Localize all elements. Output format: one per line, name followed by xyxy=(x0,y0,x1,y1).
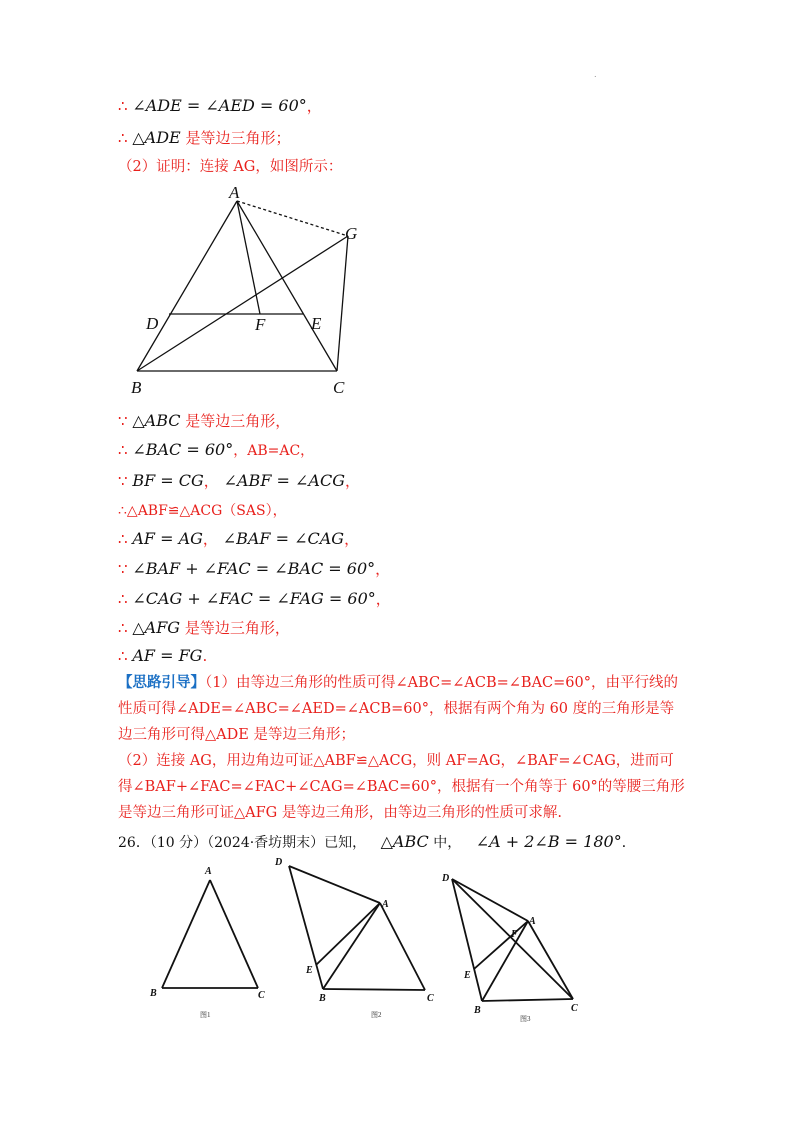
segment-AB xyxy=(162,880,210,988)
hint-title: 【思路引导】 xyxy=(118,674,205,691)
label-B: B xyxy=(150,988,157,999)
angle-baf-cag: ∠BAF = ∠CAG xyxy=(222,529,345,548)
therefore-symbol: ∴ xyxy=(118,530,128,548)
triangle-afg: △AFG xyxy=(132,618,181,637)
figure-caption: 图3 xyxy=(520,1015,531,1023)
label-A: A xyxy=(529,916,536,927)
punct: ． xyxy=(621,835,636,851)
punct: ， xyxy=(375,590,391,608)
punct: ， xyxy=(306,97,322,115)
hint-text-1: （1）由等边三角形的性质可得∠ABC=∠ACB=∠BAC=60°，由平行线的性质可得∠ADE=∠ABC=∠AED=∠ACB=60°，根据有两个角为 60 度的三角形是等边三角形可得△ADE 是等边三角形； xyxy=(118,675,679,743)
figure-3 xyxy=(440,865,600,1025)
segment-DA xyxy=(289,866,380,903)
segment-DB xyxy=(452,879,482,1001)
problem-mid: 中， xyxy=(428,835,462,851)
label-C: C xyxy=(571,1003,578,1014)
hint-paragraph-1 xyxy=(118,670,688,748)
bf-equals-cg: BF = CG xyxy=(132,471,204,490)
triangle-abc: △ABC xyxy=(380,832,429,851)
label-B: B xyxy=(131,378,142,397)
proof-line-2 xyxy=(118,127,291,148)
punct: ， xyxy=(202,530,218,548)
label-E: E xyxy=(311,314,322,333)
label-F: F xyxy=(511,929,518,940)
af-equals-ag: AF = AG xyxy=(132,529,203,548)
punct: ， xyxy=(344,530,360,548)
segment-AF xyxy=(237,201,260,314)
label-D: D xyxy=(442,873,450,884)
label-B: B xyxy=(474,1005,481,1016)
angle-abf-acg: ∠ABF = ∠ACG xyxy=(223,471,345,490)
triangle-ade: △ADE xyxy=(132,128,181,147)
therefore-symbol: ∴ xyxy=(118,503,127,519)
proof-line-7 xyxy=(118,500,287,520)
statement-text: 是等边三角形， xyxy=(185,412,291,430)
segment-BC xyxy=(482,999,573,1001)
label-B: B xyxy=(319,993,326,1004)
segment-EA xyxy=(316,903,380,965)
therefore-symbol: ∴ xyxy=(118,441,128,459)
segment-AC xyxy=(237,201,337,371)
proof-line-6 xyxy=(118,470,360,491)
main-figure xyxy=(130,185,370,400)
because-symbol: ∵ xyxy=(118,472,128,490)
label-C: C xyxy=(333,378,345,397)
proof-line-9 xyxy=(118,558,390,579)
punct: ， xyxy=(375,560,391,578)
label-E: E xyxy=(464,970,471,981)
because-symbol: ∵ xyxy=(118,412,128,430)
proof-line-1 xyxy=(118,95,322,116)
label-F: F xyxy=(255,315,266,334)
segment-BC xyxy=(323,989,425,990)
segment-AG xyxy=(237,201,348,236)
segment-AC xyxy=(210,880,258,988)
segment-AB xyxy=(482,921,528,1001)
angle-bac: ∠BAC = 60° xyxy=(132,440,234,459)
segment-CG xyxy=(337,236,348,371)
label-D: D xyxy=(146,314,159,333)
label-E: E xyxy=(306,965,313,976)
figure-2 xyxy=(275,855,445,1020)
problem-number: 26． xyxy=(118,835,150,851)
figure-caption: 图2 xyxy=(371,1011,382,1019)
label-A: A xyxy=(229,183,240,202)
figure-caption: 图1 xyxy=(200,1011,211,1019)
statement-text: ，AB=AC， xyxy=(233,443,315,459)
page-marker: . xyxy=(594,70,597,79)
angle-fag-equation: ∠CAG + ∠FAC = ∠FAG = 60° xyxy=(132,589,376,608)
problem-meta: （10 分）（2024·香坊期末）已知， xyxy=(149,835,367,851)
label-A: A xyxy=(382,899,389,910)
proof-line-8 xyxy=(118,528,359,549)
proof-line-10 xyxy=(118,588,391,609)
congruence-text: △ABF≌△ACG（SAS）， xyxy=(126,503,287,519)
hint-paragraph-2: （2）连接 AG，用边角边可证△ABF≌△ACG，则 AF=AG，∠BAF=∠CAG，进而可得∠BAF+∠FAC=∠FAC+∠CAG=∠BAC=60°，根据有一个角等于 60°的等腰三角形是等边三角形可证△AFG 是等边三角形，由等边三角形的性质可求解. xyxy=(118,753,685,821)
therefore-symbol: ∴ xyxy=(118,590,128,608)
proof-line-12 xyxy=(118,646,207,665)
label-G: G xyxy=(345,224,358,243)
therefore-symbol: ∴ xyxy=(118,647,128,665)
triangle-abc: △ABC xyxy=(132,411,181,430)
label-A: A xyxy=(205,866,212,877)
angle-condition: ∠A + 2∠B = 180° xyxy=(475,832,622,851)
label-D: D xyxy=(275,857,283,868)
proof-line-11 xyxy=(118,617,290,638)
therefore-symbol: ∴ xyxy=(118,619,128,637)
problem-26-statement xyxy=(118,832,636,852)
label-C: C xyxy=(427,993,434,1004)
angle-equation: ∠ADE = ∠AED = 60° xyxy=(132,96,307,115)
punct: ， xyxy=(203,472,219,490)
therefore-symbol: ∴ xyxy=(118,97,128,115)
proof-line-4 xyxy=(118,410,290,431)
punct: . xyxy=(202,647,208,665)
therefore-symbol: ∴ xyxy=(118,129,128,147)
segment-AB xyxy=(137,201,237,371)
proof-line-5 xyxy=(118,440,314,460)
proof-part2-heading: （2）证明：连接 AG，如图所示： xyxy=(118,159,343,175)
segment-AB xyxy=(323,903,380,989)
segment-DA xyxy=(452,879,528,921)
because-symbol: ∵ xyxy=(118,560,128,578)
segment-BG xyxy=(137,236,348,371)
conclusion-text: 是等边三角形， xyxy=(184,619,290,637)
punct: ， xyxy=(344,472,360,490)
angle-sum-equation: ∠BAF + ∠FAC = ∠BAC = 60° xyxy=(132,559,376,578)
conclusion-text: 是等边三角形； xyxy=(185,129,291,147)
af-equals-fg: AF = FG xyxy=(132,646,203,665)
label-C: C xyxy=(258,990,265,1001)
segment-AC xyxy=(380,903,425,990)
figure-1 xyxy=(145,862,275,1022)
